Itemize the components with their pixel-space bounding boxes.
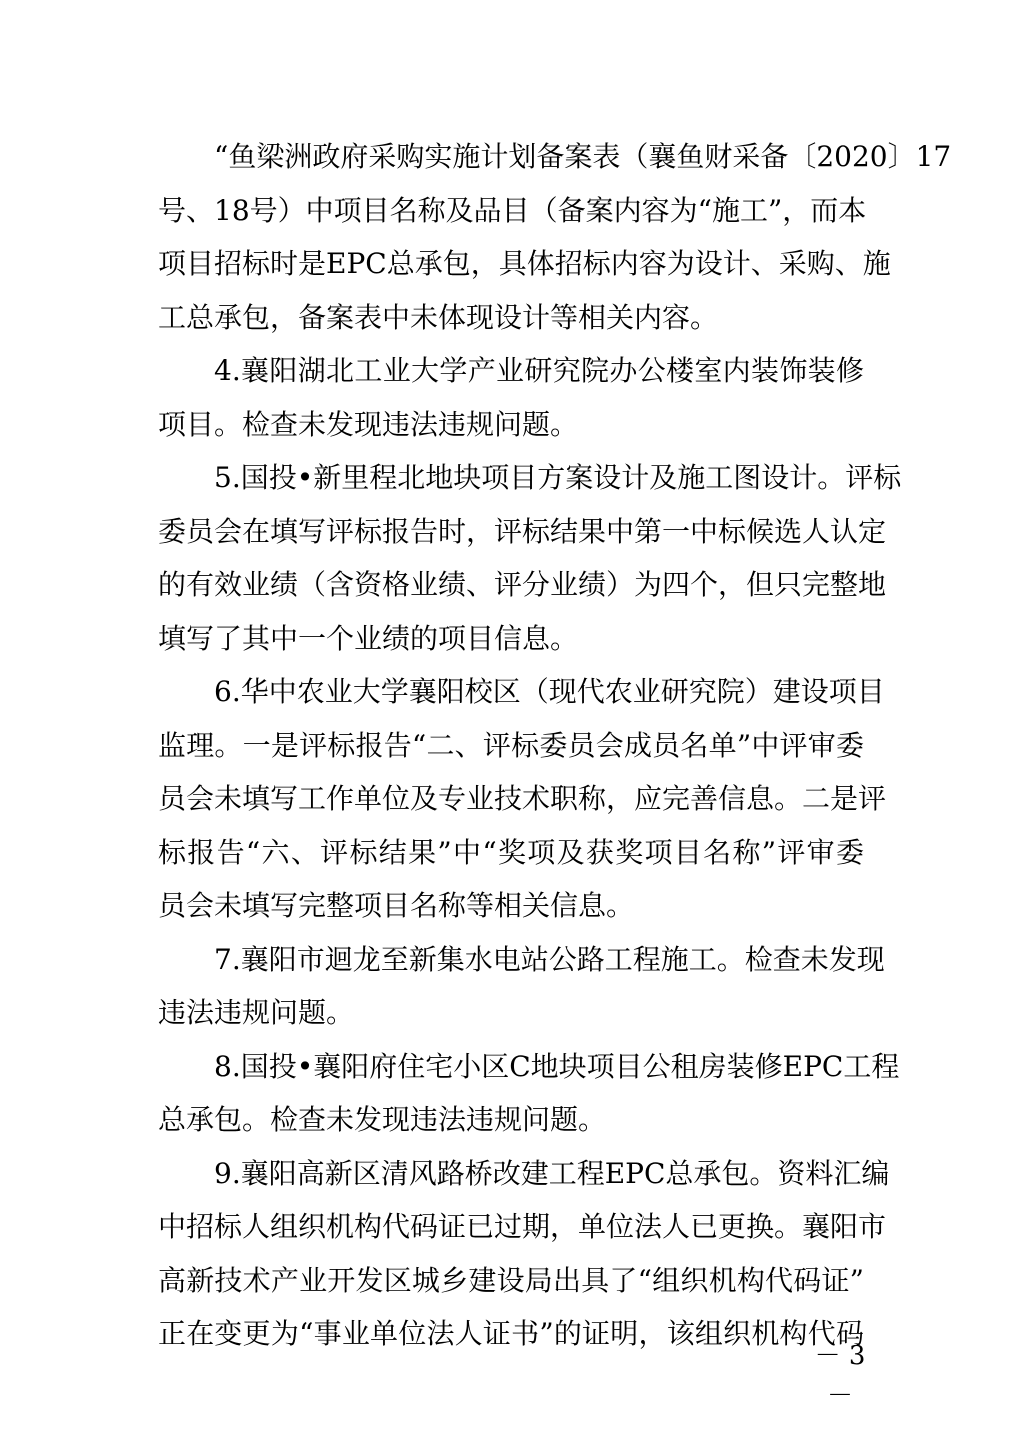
text-line: 中招标人组织机构代码证已过期，单位法人已更换。襄阳市 [158,1210,887,1243]
text-line: 委员会在填写评标报告时，评标结果中第一中标候选人认定 [158,514,887,548]
text-line: 高新技术产业开发区城乡建设局出具了“组织机构代码证” [158,1263,864,1297]
text-line: 号、18号）中项目名称及品目（备案内容为“施工”，而本 [158,193,867,227]
text-line: 4.襄阳湖北工业大学产业研究院办公楼室内装饰装修 [214,354,864,387]
text-line: 标报告“六、评标结果”中“奖项及获奖项目名称”评审委 [158,835,864,869]
text-line: 正在变更为“事业单位法人证书”的证明，该组织机构代码 [158,1317,864,1350]
page-number: － 3 － [814,1341,866,1411]
text-line: 项目。检查未发现违法违规问题。 [158,407,579,441]
text-line: 总承包。检查未发现违法违规问题。 [158,1103,607,1136]
text-line: 9.襄阳高新区清风路桥改建工程EPC总承包。资料汇编 [214,1156,890,1190]
text-line: 违法违规问题。 [158,996,355,1029]
text-line: 8.国投•襄阳府住宅小区C地块项目公租房装修EPC工程 [214,1049,900,1083]
text-line: 项目招标时是EPC总承包，具体招标内容为设计、采购、施 [158,247,891,280]
text-line: “鱼梁洲政府采购实施计划备案表（襄鱼财采备〔2020〕17 [214,140,952,173]
text-line: 工总承包，备案表中未体现设计等相关内容。 [158,300,719,334]
document-body [158,130,952,1361]
text-line: 的有效业绩（含资格业绩、评分业绩）为四个，但只完整地 [158,568,887,601]
text-line: 填写了其中一个业绩的项目信息。 [158,621,579,655]
text-line: 员会未填写工作单位及专业技术职称，应完善信息。二是评 [158,782,887,815]
text-line: 员会未填写完整项目名称等相关信息。 [158,889,635,922]
text-line: 6.华中农业大学襄阳校区（现代农业研究院）建设项目 [214,675,885,708]
text-line: 监理。一是评标报告“二、评标委员会成员名单”中评审委 [158,728,864,762]
text-line: 5.国投•新里程北地块项目方案设计及施工图设计。评标 [214,461,902,494]
text-line: 7.襄阳市迴龙至新集水电站公路工程施工。检查未发现 [214,942,885,976]
